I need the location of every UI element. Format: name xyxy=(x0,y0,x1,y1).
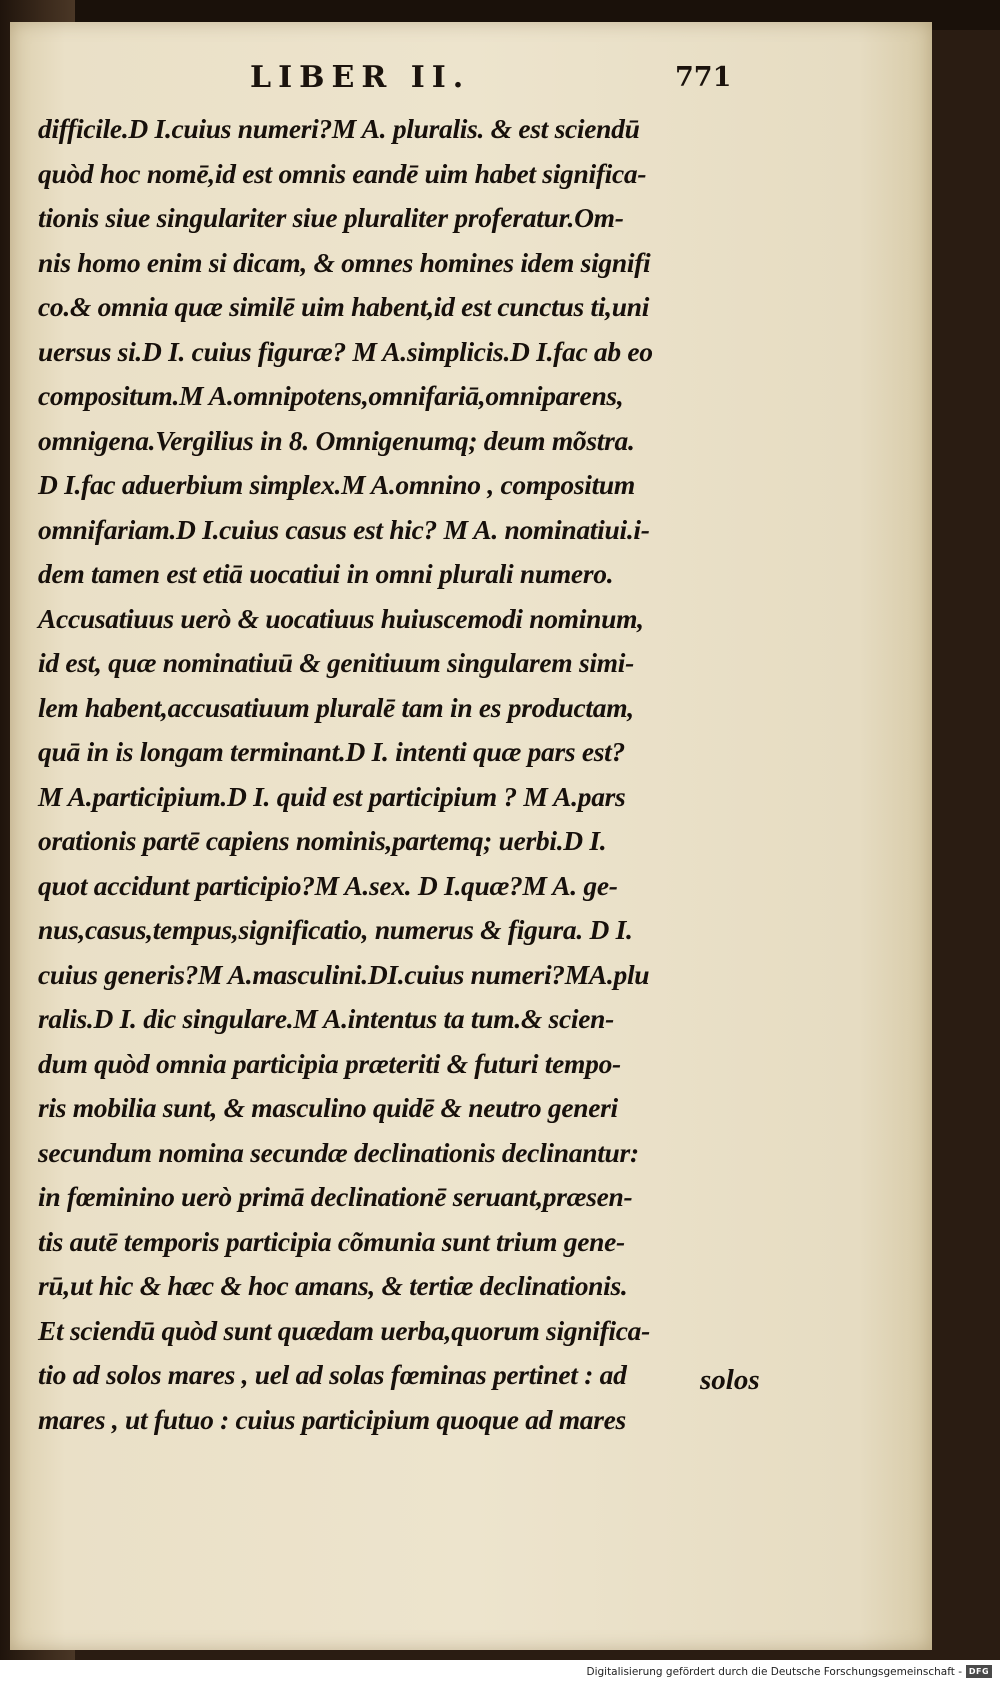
text-line: Et sciendū quòd sunt quædam uerba,quorum significa- xyxy=(38,1314,650,1346)
text-line: nus,casus,tempus,significatio, numerus & figura. D I. xyxy=(38,914,633,945)
text-line: omnigena.Vergilius in 8. Omnigenumq; deum mõstra. xyxy=(38,424,635,456)
text-line: omnifariam.D I.cuius casus est hic? M A. nominatiui.i- xyxy=(38,513,650,545)
text-line: compositum.M A.omnipotens,omnifariā,omniparens, xyxy=(38,380,624,411)
catchword: solos xyxy=(700,1364,760,1396)
text-line: dem tamen est etiā uocatiui in omni plurali numero. xyxy=(38,558,614,589)
text-line: ris mobilia sunt, & masculino quidē & neutro generi xyxy=(38,1092,618,1123)
text-line: D I.fac aduerbium simplex.M A.omnino , compositum xyxy=(38,469,635,500)
dfg-logo-icon: DFG xyxy=(966,1665,992,1678)
text-line: dum quòd omnia participia præteriti & futuri tempo- xyxy=(38,1047,621,1079)
text-line: tio ad solos mares , uel ad solas fœminas pertinet : ad xyxy=(38,1359,627,1390)
text-line: co.& omnia quæ similē uim habent,id est cunctus ti,uni xyxy=(38,291,650,322)
running-title: LIBER II. xyxy=(250,60,471,95)
text-line: tionis siue singulariter siue pluraliter proferatur.Om- xyxy=(38,202,624,233)
folio-number: 771 xyxy=(675,62,732,93)
text-line: rū,ut hic & hæc & hoc amans, & tertiæ declinationis. xyxy=(38,1270,628,1301)
running-head xyxy=(10,60,932,110)
text-line: quot accidunt participio?M A.sex. D I.quæ?M A. ge- xyxy=(38,869,618,901)
text-line: mares , ut futuo : cuius participium quoque ad mares xyxy=(38,1403,626,1435)
text-line: quòd hoc nomē,id est omnis eandē uim habet significa- xyxy=(38,157,647,189)
funding-credit: Digitalisierung gefördert durch die Deutsche Forschungsgemeinschaft - xyxy=(586,1666,962,1678)
text-line: in fœminino uerò primā declinationē seruant,præsen- xyxy=(38,1181,633,1212)
text-line: id est, quæ nominatiuū & genitiuum singularem simi- xyxy=(38,647,634,678)
text-line: orationis partē capiens nominis,partemq; uerbi.D I. xyxy=(38,825,607,856)
text-line: secundum nomina secundæ declinationis declinantur: xyxy=(38,1136,639,1168)
text-line: quā in is longam terminant.D I. intenti quæ pars est? xyxy=(38,736,625,767)
digitization-footer xyxy=(0,1660,1000,1687)
text-line: Accusatiuus uerò & uocatiuus huiuscemodi nominum, xyxy=(38,602,644,634)
text-line: M A.participium.D I. quid est participium ? M A.pars xyxy=(38,780,626,812)
text-line: lem habent,accusatiuum pluralē tam in es productam, xyxy=(38,691,634,723)
text-line: ralis.D I. dic singulare.M A.intentus ta tum.& scien- xyxy=(38,1003,614,1034)
text-line: uersus si.D I. cuius figuræ? M A.simplicis.D I.fac ab eo xyxy=(38,335,653,367)
text-line: tis autē temporis participia cõmunia sunt trium gene- xyxy=(38,1225,625,1257)
text-line: cuius generis?M A.masculini.DI.cuius numeri?MA.plu xyxy=(38,958,650,990)
text-line: nis homo enim si dicam, & omnes homines idem signifi xyxy=(38,246,651,278)
book-page xyxy=(10,22,932,1650)
text-line: difficile.D I.cuius numeri?M A. pluralis. & est sciendū xyxy=(38,113,640,144)
main-text-block xyxy=(38,107,778,1442)
